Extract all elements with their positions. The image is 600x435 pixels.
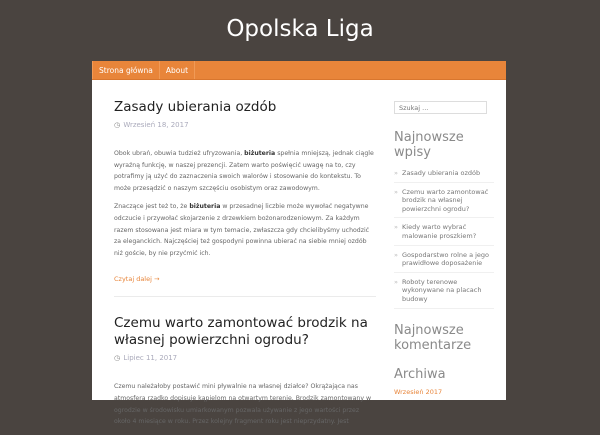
recent-post-item[interactable]: » Gospodarstwo rolne a jego prawidłowe doposażenie [394,249,494,273]
paragraph: Czemu należałoby postawić mini pływalnie na własnej działce? Okrążająca nas atmosfera rzadko dopisuje kąpielom na otwartym terenie. Brodzik zamontowany w ogrodzie w środowisku umiarkowanym pozwala używanie z jego wartości przez około 4 miesiące w roku. Przez kolejny fragment roku jest nieprzydatny. Jest [114,383,372,426]
nav-item-home[interactable]: Strona główna [92,61,160,79]
site-title[interactable]: Opolska Liga [226,16,374,42]
recent-posts-title: Najnowsze wpisy [394,130,464,160]
read-more-link[interactable]: Czytaj dalej → [114,275,160,284]
recent-post-item[interactable]: » Roboty terenowe wykonywane na placach budowy [394,276,494,309]
recent-posts-list [394,167,494,309]
post-excerpt [114,381,376,427]
post-title[interactable]: Czemu warto zamontować brodzik na własnej powierzchni ogrodu? [114,315,368,349]
recent-post-item[interactable]: » Kiedy warto wybrać malowanie proszkiem? [394,221,494,245]
archive-item[interactable]: Wrzesień 2017 [394,387,443,396]
main-content [114,80,376,435]
sidebar [394,80,494,396]
post [114,99,376,297]
clock-icon: ◷ [114,354,121,363]
post-meta [114,121,376,129]
post-meta [114,354,376,362]
bullet-icon: » [394,250,398,259]
bullet-icon: » [394,223,398,232]
bullet-icon: » [394,277,398,286]
nav-item-about[interactable]: About [160,61,195,79]
search-input[interactable] [394,101,487,114]
paragraph: Obok ubrań, obuwia tudzież ufryzowania, biżuteria spełnia mniejszą, jednak ciągle wyraźną funkcję, w naszej prezencji. Zatem warto poświęcić uwagę na to, czy potrafimy ją użyć do zaznaczenia swoich walorów i stosowanie do kontekstu. To może przesądzić o naszym szczęściu osobistym oraz zawodowym. [114,150,374,192]
post-date[interactable]: Wrzesień 18, 2017 [123,121,189,129]
post-excerpt [114,148,376,259]
main-nav [92,61,506,80]
page-wrapper [92,61,506,426]
paragraph: Znaczące jest też to, że biżuteria w przesadnej liczbie może wywołać negatywne odczucie i przywołać skojarzenie z drzewkiem bożonarodzeniowym. Za każdym razem stosowana jest miara w tym temacie, zwłaszcza gdy chcielibyśmy uchodzić za eleganckich. Najczęściej też gospodyni powinna ubierać na siebie mniej ozdób niż goście, by nie przyćmić ich. [114,203,370,257]
post-title[interactable]: Zasady ubierania ozdób [114,99,277,115]
bullet-icon: » [394,169,398,177]
post [114,315,376,427]
archive-title: Archiwa [394,366,446,382]
recent-post-item[interactable]: » Czemu warto zamontować brodzik na własnej powierzchni ogrodu? [394,186,494,219]
post-date[interactable]: Lipiec 11, 2017 [123,354,178,363]
bullet-icon: » [394,187,398,196]
recent-comments-title: Najnowsze komentarze [394,322,472,353]
keyword-link[interactable]: biżuteria [244,150,276,157]
recent-post-item[interactable]: » Zasady ubierania ozdób [394,167,494,183]
clock-icon: ◷ [114,121,121,129]
keyword-link[interactable]: biżuteria [189,203,221,211]
